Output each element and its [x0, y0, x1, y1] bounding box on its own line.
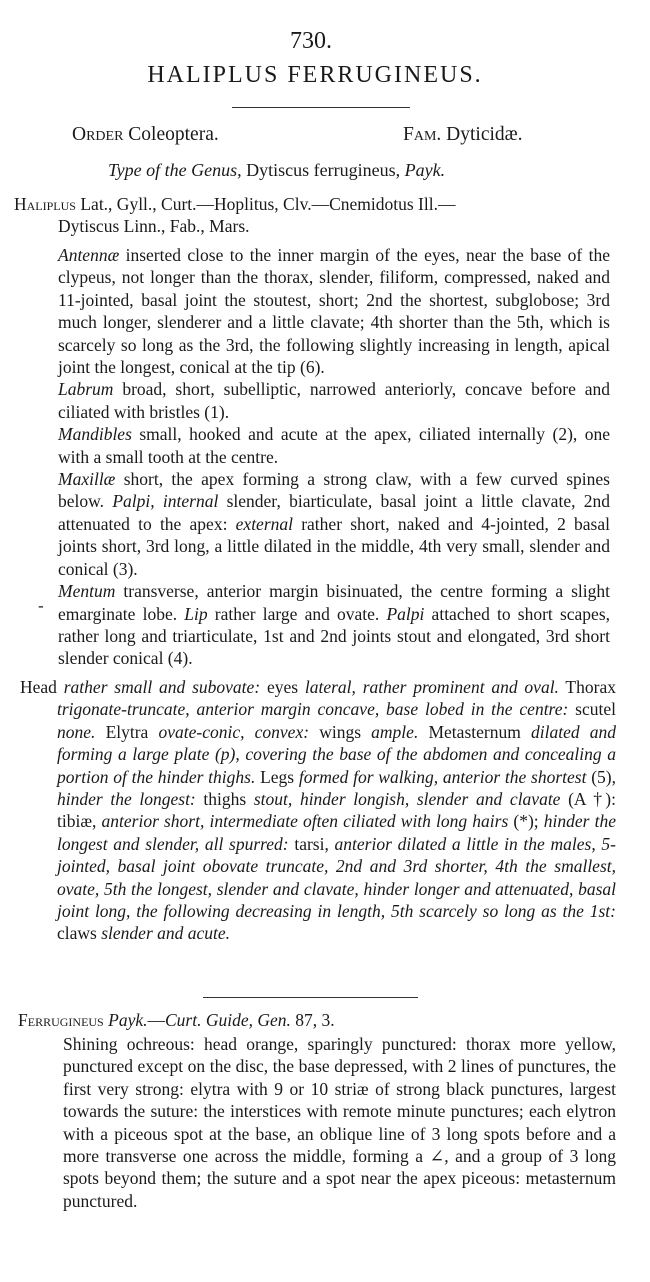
species-ref-dash: —: [147, 1010, 165, 1030]
thorax-label: Thorax: [558, 677, 616, 697]
maxillae-text-1: short, the apex forming a strong claw, with a few curved spines below.: [58, 469, 610, 512]
maxillae-palpi-term: Palpi, internal: [112, 491, 219, 512]
lip-term: Lip: [184, 603, 208, 624]
thorax-text: trigonate-truncate, anterior margin concave, base lobed in the centre:: [57, 699, 569, 720]
synonymy-line-2: Dytiscus Linn., Fab., Mars.: [58, 216, 250, 237]
wings-label: wings: [309, 721, 372, 742]
head-label: Head: [20, 677, 57, 697]
thighs-label: thighs: [195, 789, 254, 810]
legs-ref: (5),: [586, 766, 617, 787]
legs-text-2: hinder the longest:: [57, 789, 196, 810]
species-reference-number: 87, 3.: [290, 1010, 335, 1030]
genus-name: Haliplus: [14, 194, 76, 214]
order-value: Coleoptera.: [128, 124, 219, 145]
title-divider: [232, 107, 410, 108]
tarsi-text: anterior dilated a little in the males, 5-jointed, basal joint obovate truncate, 2nd and 3rd shorter, 4th the smallest, ovate, 5th the longest, slender and clavate, hinder longer and attenuated, basal joint long, the following decreasing in length, 5th scarcely so long as the 1st:: [57, 833, 616, 922]
species-heading: [18, 1010, 335, 1031]
legs-label: Legs: [255, 766, 299, 787]
maxillae-paragraph: [58, 468, 610, 580]
family-label: Fam.: [403, 124, 442, 145]
species-reference: Curt. Guide, Gen.: [164, 1010, 291, 1030]
maxillae-external-term: external: [235, 513, 293, 534]
synonymy-line-1: [14, 193, 614, 215]
synonymy: [14, 193, 614, 238]
scutel-label: scutel: [568, 699, 616, 720]
wings-text: ample.: [371, 721, 419, 742]
mentum-text-3: attached to short scapes, rather long and triarticulate, 1st and 2nd joints stout and elongated, 3rd short slender conical (4).: [58, 603, 611, 669]
generic-description: [58, 244, 610, 670]
antennae-term: Antennæ: [58, 245, 120, 265]
labrum-term: Labrum: [58, 379, 114, 400]
legs-text: formed for walking, anterior the shortest: [298, 766, 587, 787]
mandibles-paragraph: [58, 423, 610, 468]
characters-paragraph: [20, 676, 616, 945]
tibiae-label: tibiæ,: [57, 811, 102, 832]
maxillae-term: Maxillæ: [58, 469, 116, 490]
mentum-paragraph: [58, 580, 610, 670]
elytra-text: ovate-conic, convex:: [158, 721, 310, 742]
metasternum-label: Metasternum: [418, 721, 531, 742]
species-name: Ferrugineus: [18, 1010, 104, 1030]
mentum-text-2: rather large and ovate.: [207, 603, 387, 624]
tarsi-label: tarsi,: [288, 833, 335, 854]
synonymy-text-1: Lat., Gyll., Curt.—Hoplitus, Clv.—Cnemidotus Ill.—: [80, 194, 456, 214]
mentum-term: Mentum: [58, 581, 116, 602]
species-description: Shining ochreous: head orange, sparingly punctured: thorax more yellow, punctured except on the disc, the base depressed, with 2 lines of punctures, the first very strong: elytra with 9 or 10 striæ of strong black punctures, largest towards the suture: the interstices with remote minute punctures; each elytron with a piceous spot at the base, an oblique line of 3 long spots before and a more transverse one across the middle, forming a ∠, and a group of 3 long spots beyond them; the suture and a spot near the apex piceous: metasternum punctured.: [63, 1034, 616, 1211]
mandibles-term: Mandibles: [58, 424, 132, 445]
metasternum-text: dilated and forming a large plate (p), covering the base of the abdomen and concealing a portion of the hinder thighs.: [57, 721, 616, 787]
mentum-palpi-term: Palpi: [386, 603, 425, 624]
margin-mark: -: [38, 596, 44, 615]
eyes-label: eyes: [260, 677, 305, 697]
tibiae-text-2: hinder the longest and slender, all spurred:: [57, 811, 616, 854]
species-author: Payk.: [108, 1010, 148, 1030]
head-text: rather small and subovate:: [63, 677, 261, 697]
labrum-paragraph: [58, 378, 610, 423]
antennae-paragraph: [58, 244, 610, 378]
section-divider: [203, 997, 418, 998]
thighs-text: stout, hinder longish, slender and clavate: [253, 789, 561, 810]
eyes-text: lateral, rather prominent and oval.: [304, 677, 559, 697]
order-line: [72, 124, 219, 146]
mentum-text-1: transverse, anterior margin bisinuated, the centre forming a slight emarginate lobe.: [58, 581, 610, 624]
page-number: 730.: [290, 28, 332, 54]
labrum-text: broad, short, subelliptic, narrowed anteriorly, concave before and ciliated with bristles (1).: [58, 379, 610, 422]
family-line: [403, 124, 523, 146]
tibiae-text: anterior short, intermediate often ciliated with long hairs: [101, 811, 509, 832]
order-label: Order: [72, 124, 124, 145]
type-label: Type of the Genus,: [108, 160, 242, 180]
claws-label: claws: [57, 923, 102, 944]
type-of-genus-line: [108, 160, 445, 181]
family-value: Dyticidæ.: [446, 124, 523, 145]
mandibles-text: small, hooked and acute at the apex, ciliated internally (2), one with a small tooth at the centre.: [58, 424, 610, 467]
type-author: Payk.: [404, 160, 446, 180]
thighs-ref: (A †):: [560, 789, 616, 810]
page-title: HALIPLUS FERRUGINEUS.: [147, 62, 483, 88]
elytra-label: Elytra: [95, 721, 159, 742]
scutel-text: none.: [57, 721, 96, 742]
claws-text: slender and acute.: [101, 923, 231, 944]
maxillae-text-2: slender, biarticulate, basal joint a little clavate, 2nd attenuated to the apex:: [58, 491, 610, 534]
type-species: Dytiscus ferrugineus,: [246, 160, 401, 180]
tibiae-ref: (*);: [508, 811, 544, 832]
maxillae-text-3: rather short, naked and 4-jointed, 2 basal joints short, 3rd long, a little dilated in the middle, 4th very small, slender and conical (3).: [58, 513, 610, 579]
generic-characters: [20, 676, 616, 945]
antennae-text: inserted close to the inner margin of the eyes, near the base of the clypeus, not longer than the thorax, slender, filiform, compressed, naked and 11-jointed, basal joint the stoutest, short; 2nd the shortest, subglobose; 3rd much longer, slenderer and a little clavate; 4th shorter than the 5th, which is scarcely so long as the 3rd, the following slightly increasing in length, apical joint the longest, conical at the tip (6).: [58, 245, 610, 378]
